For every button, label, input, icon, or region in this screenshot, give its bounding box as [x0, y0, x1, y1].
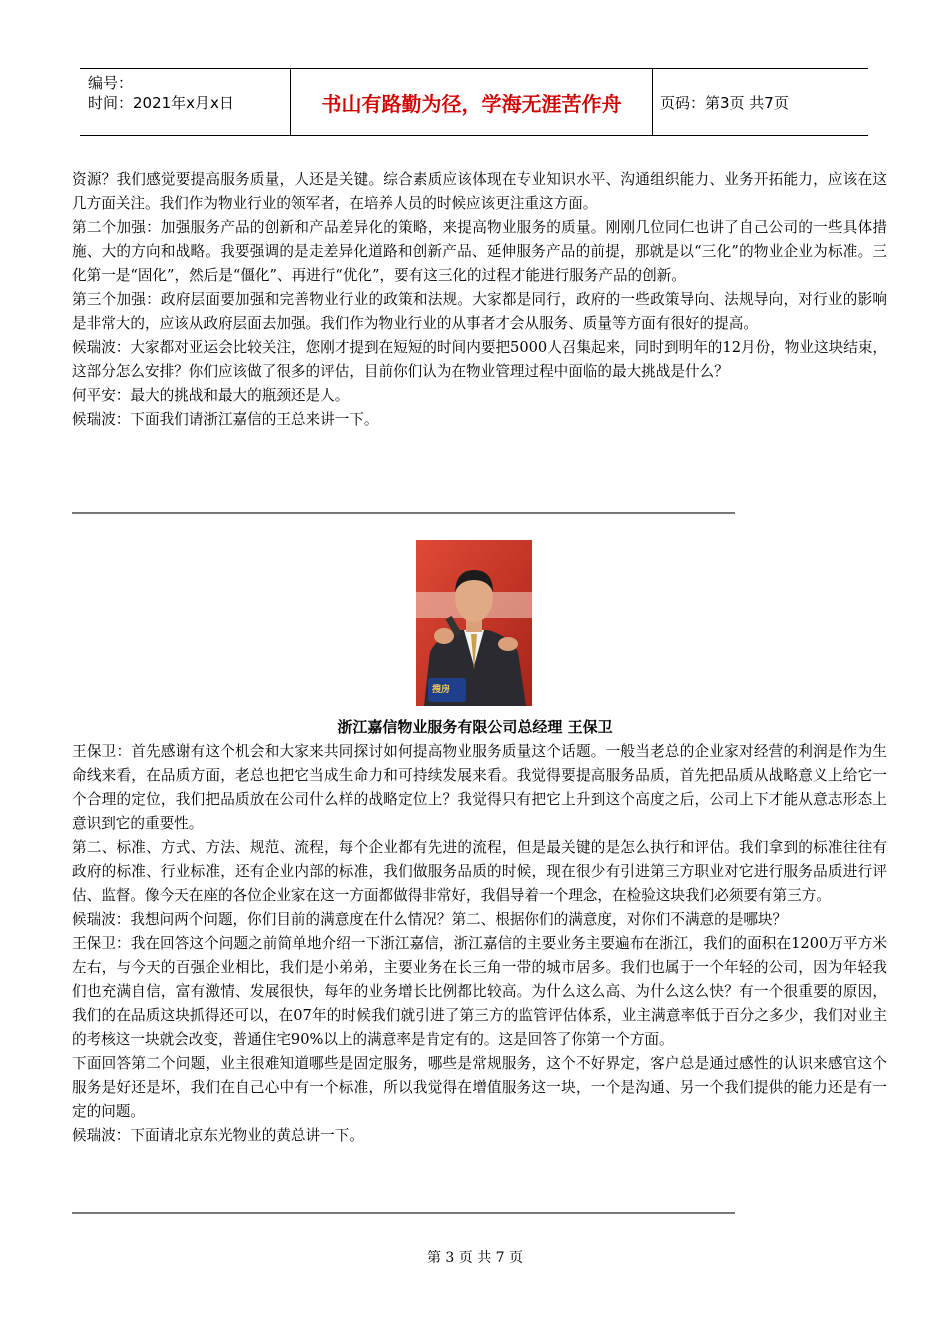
header-motto: 书山有路勤为径，学海无涯苦作舟: [321, 91, 622, 116]
header-meta: [88, 73, 288, 113]
paragraph: 何平安：最大的挑战和最大的瓶颈还是人。: [72, 387, 350, 404]
header-number: 编号：: [88, 74, 134, 92]
paragraph: 下面回答第二个问题，业主很难知道哪些是固定服务，哪些是常规服务，这个不好界定，客户总是通过感性的认识来感官这个服务是好还是坏，我们在自己心中有一个标准，所以我觉得在增值服务这一块，一个是沟通、另一个我们提供的能力还是有一定的问题。: [72, 1055, 887, 1120]
paragraph: 王保卫：首先感谢有这个机会和大家来共同探讨如何提高物业服务质量这个话题。一般当老总的企业家对经营的利润是作为生命线来看，在品质方面，老总也把它当成生命力和可持续发展来看。我觉得要提高服务品质，首先把品质从战略意义上给它一个合理的定位，我们把品质放在公司什么样的战略定位上？我觉得只有把它上升到这个高度之后，公司上下才能从意志形态上意识到它的重要性。: [72, 743, 887, 832]
page-footer: 第 3 页 共 7 页: [426, 1250, 524, 1266]
paragraph: 王保卫：我在回答这个问题之前简单地介绍一下浙江嘉信，浙江嘉信的主要业务主要遍布在浙江，我们的面积在1200万平方米左右，与今天的百强企业相比，我们是小弟弟，主要业务在长三角一带的城市居多。我们也属于一个年轻的公司，因为年轻我们也充满自信，富有激情、发展很快，每年的业务增长比例都比较高。为什么这么高、为什么这么快？有一个很重要的原因，我们的在品质这块抓得还可以，在07年的时候我们就引进了第三方的监管评估体系，业主满意率低于百分之多少，我们对业主的考核这一块就会改变，普通住宅90%以上的满意率是肯定有的。这是回答了你第一个方面。: [72, 935, 887, 1048]
header-page-number: 页码：第3页 共7页: [660, 93, 789, 112]
photo-caption: 浙江嘉信物业服务有限公司总经理 王保卫: [337, 718, 613, 736]
paragraph: 第二个加强：加强服务产品的创新和产品差异化的策略，来提高物业服务的质量。刚刚几位同仁也讲了自己公司的一些具体措施、大的方向和战略。我要强调的是走差异化道路和创新产品、延伸服务产品的前提，那就是以“三化”的物业企业为标准。三化第一是“固化”，然后是“僵化”、再进行“优化”，要有这三化的过程才能进行服务产品的创新。: [72, 219, 887, 284]
body-section-2: [72, 740, 887, 1148]
header-divider: [652, 69, 653, 135]
header-date: 时间：2021年x月x日: [88, 94, 234, 112]
speaker-photo: [416, 540, 532, 706]
page-header: [80, 68, 868, 136]
paragraph: 第三个加强：政府层面要加强和完善物业行业的政策和法规。大家都是同行，政府的一些政策导向、法规导向，对行业的影响是非常大的，应该从政府层面去加强。我们作为物业行业的从事者才会从服务、质量等方面有很好的提高。: [72, 291, 887, 332]
paragraph: 候瑞波：大家都对亚运会比较关注，您刚才提到在短短的时间内要把5000人召集起来，同时到明年的12月份，物业这块结束，这部分怎么安排？你们应该做了很多的评估，目前你们认为在物业管理过程中面临的最大挑战是什么？: [72, 339, 887, 380]
photo-logo: 搜房: [432, 685, 451, 695]
paragraph: 候瑞波：我想问两个问题，你们目前的满意度在什么情况？第二、根据你们的满意度，对你们不满意的是哪块？: [72, 911, 788, 928]
paragraph: 资源？我们感觉要提高服务质量，人还是关键。综合素质应该体现在专业知识水平、沟通组织能力、业务开拓能力，应该在这几方面关注。我们作为物业行业的领军者，在培养人员的时候应该更注重这方面。: [72, 171, 887, 212]
section-divider: [72, 1212, 735, 1214]
paragraph: 第二、标准、方式、方法、规范、流程，每个企业都有先进的流程，但是最关键的是怎么执行和评估。我们拿到的标准往往有政府的标准、行业标准，还有企业内部的标准，我们做服务品质的时候，现在很少有引进第三方职业对它进行服务品质进行评估、监督。像今天在座的各位企业家在这一方面都做得非常好，我倡导着一个理念，在检验这块我们必须要有第三方。: [72, 839, 887, 904]
paragraph: 候瑞波：下面请北京东光物业的黄总讲一下。: [72, 1127, 364, 1144]
section-divider: [72, 512, 735, 514]
paragraph: 候瑞波：下面我们请浙江嘉信的王总来讲一下。: [72, 411, 379, 428]
body-section-1: [72, 168, 887, 432]
